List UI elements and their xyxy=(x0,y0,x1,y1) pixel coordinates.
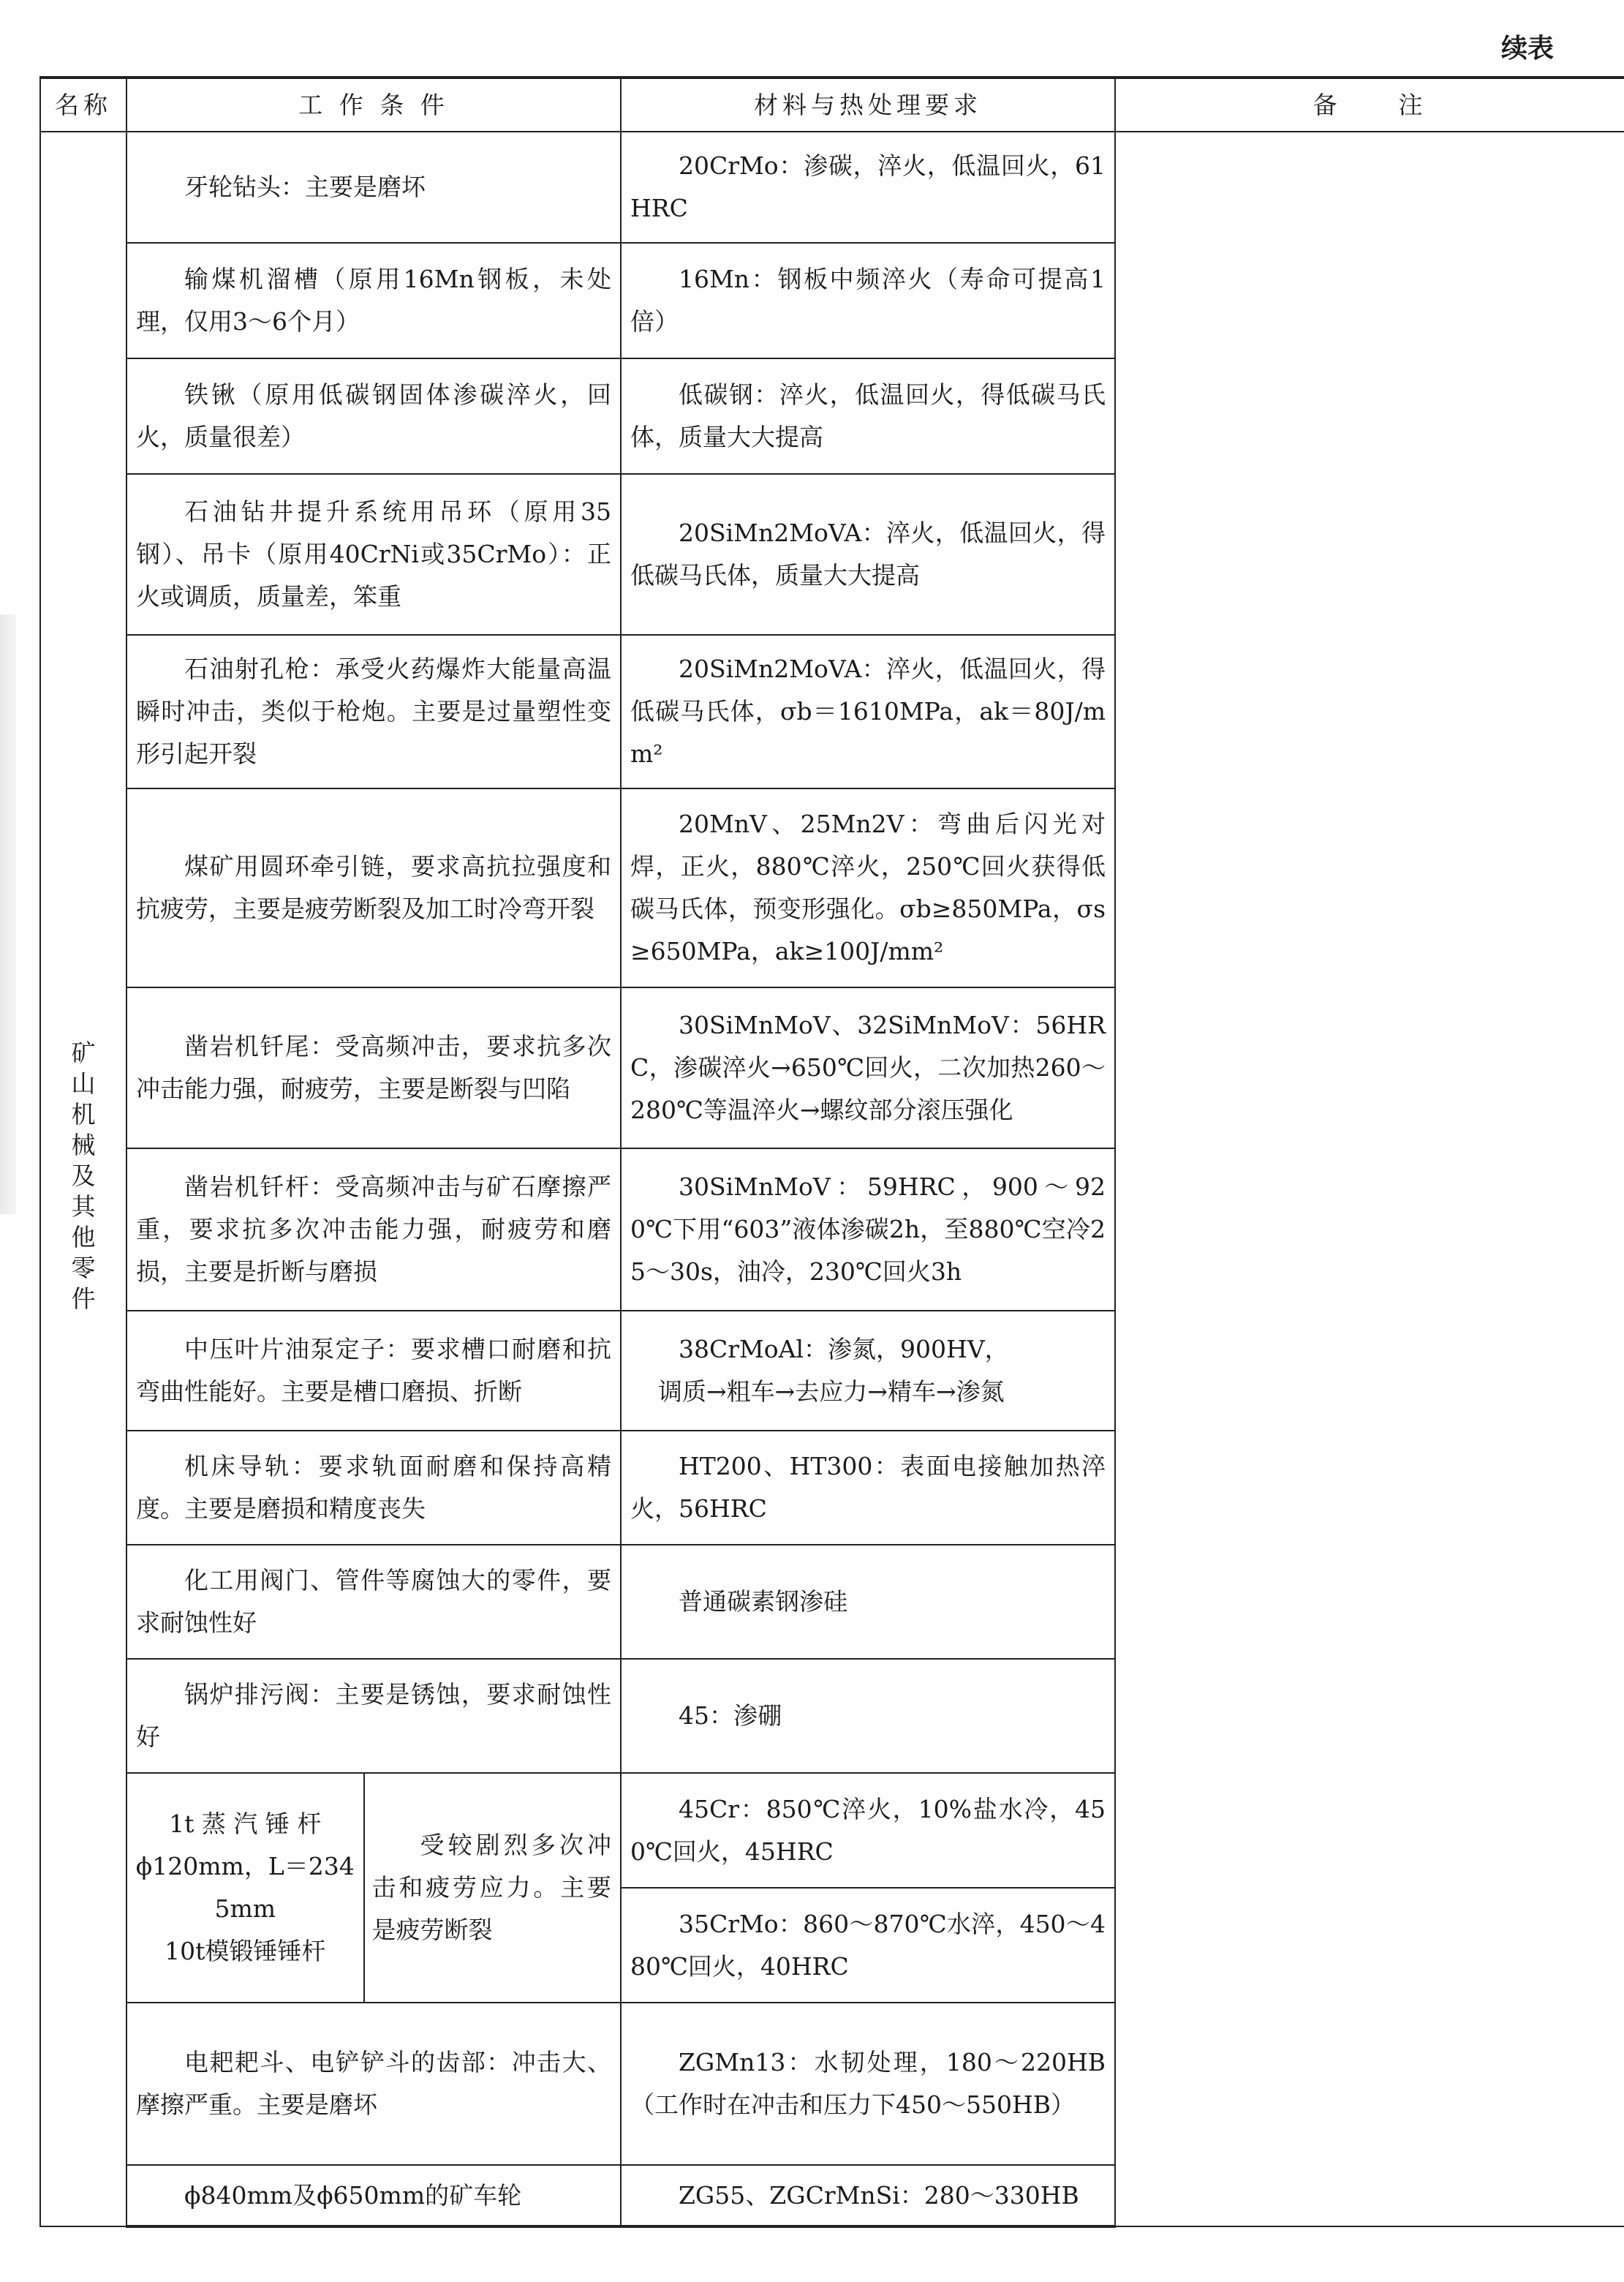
material-cell: 20MnV、25Mn2V：弯曲后闪光对焊，正火，880℃淬火，250℃回火获得低碳马氏体，预变形强化。σb≥850MPa，σs≥650MPa，ak≥100J/mm² xyxy=(621,788,1115,987)
condition-cell: 机床导轨：要求轨面耐磨和保持高精度。主要是磨损和精度丧失 xyxy=(126,1431,621,1545)
hammer-part-line: 10t模锻锤锤杆 xyxy=(165,1937,326,1965)
material-cell: 30SiMnMoV、32SiMnMoV：56HRC，渗碳淬火→650℃回火，二次加热260～280℃等温淬火→螺纹部分滚压强化 xyxy=(621,987,1115,1148)
material-cell: 45Cr：850℃淬火，10%盐水冷，450℃回火，45HRC xyxy=(621,1773,1115,1888)
material-cell: ZG55、ZGCrMnSi：280～330HB xyxy=(621,2165,1115,2226)
condition-cell: 石油射孔枪：承受火药爆炸大能量高温瞬时冲击，类似于枪炮。主要是过量塑性变形引起开裂 xyxy=(126,635,621,788)
category-label: 矿山机械及其他零件 xyxy=(71,1039,96,1313)
hammer-parts-cell xyxy=(127,1774,364,2002)
condition-cell: 电耙耙斗、电铲铲斗的齿部：冲击大、摩擦严重。主要是磨坏 xyxy=(126,2003,621,2165)
material-line: 38CrMoAl：渗氮，900HV， xyxy=(679,1335,1009,1363)
material-cell: 低碳钢：淬火，低温回火，得低碳马氏体，质量大大提高 xyxy=(621,358,1115,474)
condition-cell: 化工用阀门、管件等腐蚀大的零件，要求耐蚀性好 xyxy=(126,1545,621,1659)
hammer-condition-cell xyxy=(126,1773,621,2003)
column-header-condition: 工 作 条 件 xyxy=(126,78,621,132)
table-header-row xyxy=(40,78,1624,132)
material-table xyxy=(39,76,1624,2228)
material-cell: 普通碳素钢渗硅 xyxy=(621,1545,1115,1659)
material-cell: 45：渗硼 xyxy=(621,1659,1115,1773)
continued-label: 续表 xyxy=(1500,34,1554,64)
material-cell xyxy=(621,1311,1115,1431)
table-row xyxy=(40,132,1624,243)
hammer-load-cell xyxy=(364,1774,620,2002)
scan-edge-shadow xyxy=(0,614,16,1214)
material-cell: 20SiMn2MoVA：淬火，低温回火，得低碳马氏体，质量大大提高 xyxy=(621,474,1115,635)
notes-cell xyxy=(1115,132,1624,2226)
hammer-inner-table xyxy=(127,1774,620,2002)
material-cell: ZGMn13：水韧处理，180～220HB（工作时在冲击和压力下450～550HB） xyxy=(621,2003,1115,2165)
condition-cell: ϕ840mm及ϕ650mm的矿车轮 xyxy=(126,2165,621,2226)
condition-cell: 石油钻井提升系统用吊环（原用35钢）、吊卡（原用40CrNi或35CrMo）：正火或调质，质量差，笨重 xyxy=(126,474,621,635)
column-header-material: 材料与热处理要求 xyxy=(621,78,1115,132)
material-line: 调质→粗车→去应力→精车→渗氮 xyxy=(658,1377,1005,1406)
hammer-load-text: 受较剧烈多次冲击和疲劳应力。主要是疲劳断裂 xyxy=(371,1831,611,1944)
material-cell: 16Mn：钢板中频淬火（寿命可提高1倍） xyxy=(621,243,1115,358)
column-header-notes: 备 注 xyxy=(1115,78,1624,132)
material-cell: 35CrMo：860～870℃水淬，450～480℃回火，40HRC xyxy=(621,1888,1115,2003)
material-cell: 20CrMo：渗碳，淬火，低温回火，61HRC xyxy=(621,132,1115,243)
condition-cell: 输煤机溜槽（原用16Mn钢板，未处理，仅用3～6个月） xyxy=(126,243,621,358)
hammer-part-line: 1t 蒸 汽 锤 杆 xyxy=(169,1810,322,1838)
condition-cell: 煤矿用圆环牵引链，要求高抗拉强度和抗疲劳，主要是疲劳断裂及加工时冷弯开裂 xyxy=(126,788,621,987)
condition-cell: 凿岩机钎尾：受高频冲击，要求抗多次冲击能力强，耐疲劳，主要是断裂与凹陷 xyxy=(126,987,621,1148)
hammer-part-line: ϕ120mm，L＝2345mm xyxy=(135,1852,355,1923)
material-cell: 20SiMn2MoVA：淬火，低温回火，得低碳马氏体，σb＝1610MPa，ak＝80J/mm² xyxy=(621,635,1115,788)
condition-cell: 铁锹（原用低碳钢固体渗碳淬火，回火，质量很差） xyxy=(126,358,621,474)
column-header-name: 名称 xyxy=(40,78,126,132)
condition-cell: 凿岩机钎杆：受高频冲击与矿石摩擦严重，要求抗多次冲击能力强，耐疲劳和磨损，主要是折断与磨损 xyxy=(126,1148,621,1311)
condition-cell: 锅炉排污阀：主要是锈蚀，要求耐蚀性好 xyxy=(126,1659,621,1773)
condition-cell: 中压叶片油泵定子：要求槽口耐磨和抗弯曲性能好。主要是槽口磨损、折断 xyxy=(126,1311,621,1431)
category-cell xyxy=(40,132,126,2226)
condition-cell: 牙轮钻头：主要是磨坏 xyxy=(126,132,621,243)
material-cell: 30SiMnMoV：59HRC，900～920℃下用“603”液体渗碳2h，至880℃空冷25～30s，油冷，230℃回火3h xyxy=(621,1148,1115,1311)
material-cell: HT200、HT300：表面电接触加热淬火，56HRC xyxy=(621,1431,1115,1545)
